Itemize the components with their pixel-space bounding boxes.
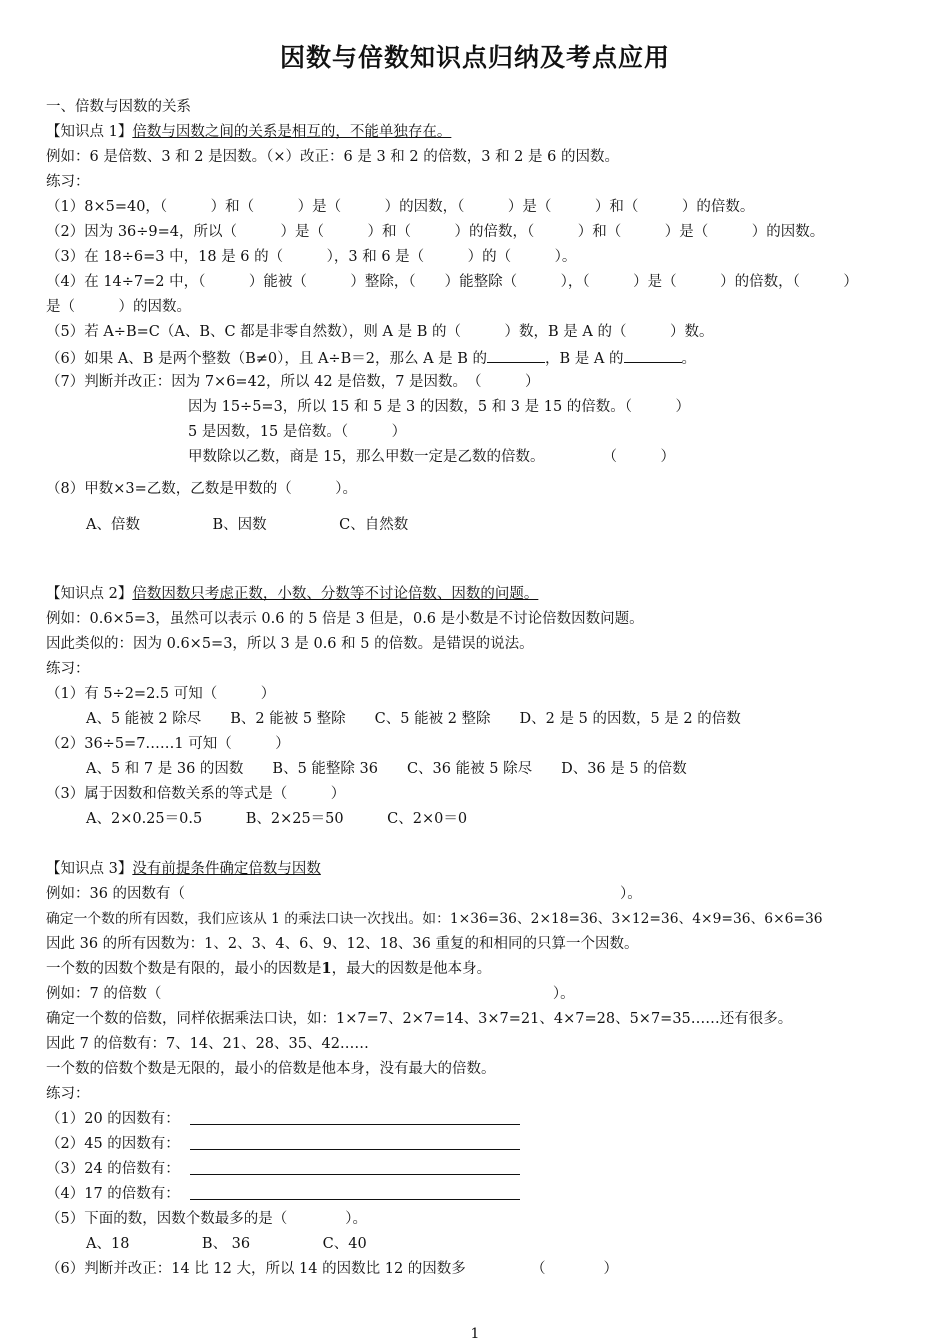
question-1: （1）有 5÷2=2.5 可知（ ）	[46, 686, 276, 702]
similar-line: 因此类似的：因为 0.6×5=3，所以 3 是 0.6 和 5 的倍数。是错误的说法。	[46, 636, 534, 652]
practice-6: （6）判断并改正：14 比 12 大，所以 14 的因数比 12 的因数多 （ ）	[46, 1261, 619, 1277]
result-line: 因此 36 的所有因数为：1、2、3、4、6、9、12、18、36 重复的和相同的只算一个因数。	[46, 936, 639, 952]
kp-text: 倍数与因数之间的关系是相互的，不能单独存在。	[132, 124, 452, 140]
practice-2: （2）45 的因数有：	[46, 1136, 180, 1152]
answer-blank	[487, 348, 545, 363]
question-4-continued: 是（ ）的因数。	[46, 299, 191, 315]
practice-5: （5）下面的数，因数个数最多的是（ ）。	[46, 1211, 367, 1227]
knowledge-point-1	[46, 123, 451, 141]
answer-blank	[624, 348, 682, 363]
question-7-part-b: 因为 15÷5=3，所以 15 和 5 是 3 的因数，5 和 3 是 15 的倍数。（ ）	[188, 399, 691, 415]
question-8: （8）甲数×3=乙数，乙数是甲数的（ ）。	[46, 481, 357, 497]
method-line: 确定一个数的所有因数，我们应该从 1 的乘法口诀一次找出。如：1×36=36、2×18=36、3×12=36、4×9=36、6×6=36	[46, 911, 823, 927]
kp-tag: 【知识点 2】	[46, 586, 133, 602]
practice-label: 练习：	[46, 661, 90, 677]
rule-prefix: 一个数的因数个数是有限的，最小的因数是	[46, 961, 322, 977]
practice-label: 练习：	[46, 174, 90, 190]
question-8-options: A、倍数 B、因数 C、自然数	[86, 517, 409, 533]
kp-text: 倍数因数只考虑正数，小数、分数等不讨论倍数、因数的问题。	[132, 586, 539, 602]
question-3-options: A、2×0.25＝0.5 B、2×25＝50 C、2×0＝0	[86, 811, 468, 827]
practice-label: 练习：	[46, 1086, 90, 1102]
question-2: （2）因为 36÷9=4，所以（ ）是（ ）和（ ）的倍数，（ ）和（ ）是（ ）的因数。	[46, 224, 825, 240]
question-7: （7）判断并改正：因为 7×6=42，所以 42 是倍数，7 是因数。 （ ）	[46, 374, 540, 390]
example-line: 例如：6 是倍数、3 和 2 是因数。（×）改正：6 是 3 和 2 的倍数，3 和 2 是 6 的因数。	[46, 149, 619, 165]
question-2: （2）36÷5=7……1 可知（ ）	[46, 736, 290, 752]
example-line: 例如：36 的因数有（ ）。	[46, 886, 642, 902]
practice-1: （1）20 的因数有：	[46, 1111, 180, 1127]
section-heading: 一、倍数与因数的关系	[46, 99, 191, 115]
answer-line	[190, 1199, 520, 1200]
example-line: 例如：0.6×5=3，虽然可以表示 0.6 的 5 倍是 3 但是，0.6 是小数是不讨论倍数因数问题。	[46, 611, 644, 627]
q6-end: 。	[681, 351, 696, 367]
method-line: 确定一个数的倍数，同样依据乘法口诀，如：1×7=7、2×7=14、3×7=21、4×7=28、5×7=35……还有很多。	[46, 1011, 793, 1027]
question-2-options: A、5 和 7 是 36 的因数 B、5 能整除 36 C、36 能被 5 除尽 D、36 是 5 的倍数	[86, 761, 687, 777]
q6-mid: ，B 是 A 的	[545, 351, 624, 367]
knowledge-point-2	[46, 585, 538, 603]
result-line: 因此 7 的倍数有：7、14、21、28、35、42……	[46, 1036, 369, 1052]
question-7-part-d: 甲数除以乙数，商是 15，那么甲数一定是乙数的倍数。 （ ）	[188, 449, 676, 465]
practice-4: （4）17 的倍数有：	[46, 1186, 180, 1202]
answer-line	[190, 1174, 520, 1175]
rule-line: 一个数的倍数个数是无限的，最小的倍数是他本身，没有最大的倍数。	[46, 1061, 496, 1077]
answer-line	[190, 1124, 520, 1125]
question-6	[46, 348, 696, 368]
page-number: 1	[470, 1326, 480, 1342]
question-1: （1）8×5=40，（ ）和（ ）是（ ）的因数，（ ）是（ ）和（ ）的倍数。	[46, 199, 755, 215]
kp-tag: 【知识点 1】	[46, 124, 133, 140]
question-1-options: A、5 能被 2 除尽 B、2 能被 5 整除 C、5 能被 2 整除 D、2 是 5 的因数，5 是 2 的倍数	[86, 711, 741, 727]
rule-line	[46, 960, 491, 978]
question-7-part-c: 5 是因数，15 是倍数。（ ）	[188, 424, 407, 440]
kp-tag: 【知识点 3】	[46, 861, 133, 877]
answer-line	[190, 1149, 520, 1150]
question-3: （3）属于因数和倍数关系的等式是（ ）	[46, 786, 346, 802]
rule-bold: 1	[321, 960, 332, 977]
example-line: 例如：7 的倍数（ ）。	[46, 986, 575, 1002]
kp-text: 没有前提条件确定倍数与因数	[132, 861, 321, 877]
page-title: 因数与倍数知识点归纳及考点应用	[279, 43, 670, 72]
knowledge-point-3	[46, 860, 321, 878]
question-4: （4）在 14÷7=2 中，（ ）能被（ ）整除，（ ）能整除（ ），（ ）是（ ）的倍数，（ ）	[46, 274, 858, 290]
q6-prefix: （6）如果 A、B 是两个整数（B≠0），且 A÷B＝2，那么 A 是 B 的	[46, 351, 488, 367]
question-5: （5）若 A÷B=C（A、B、C 都是非零自然数），则 A 是 B 的（ ）数，B 是 A 的（ ）数。	[46, 324, 714, 340]
rule-suffix: ，最大的因数是他本身。	[331, 961, 492, 977]
practice-3: （3）24 的倍数有：	[46, 1161, 180, 1177]
practice-5-options: A、18 B、 36 C、40	[86, 1236, 367, 1252]
question-3: （3）在 18÷6=3 中，18 是 6 的（ ），3 和 6 是（ ）的（ ）。	[46, 249, 577, 265]
